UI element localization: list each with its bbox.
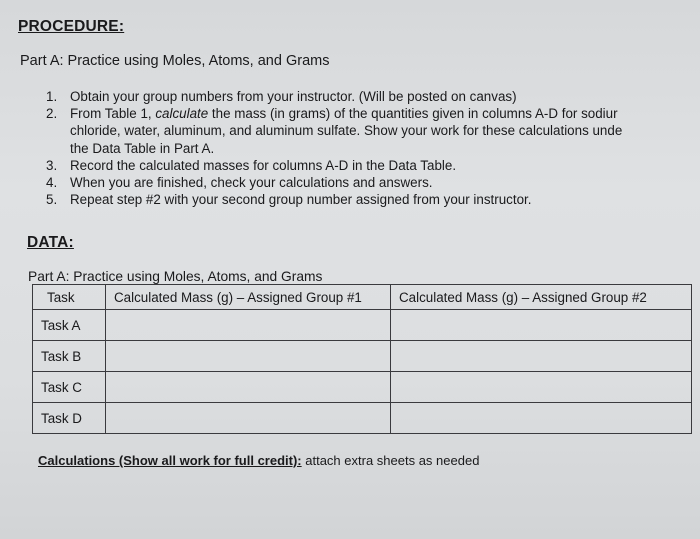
- procedure-heading: PROCEDURE:: [18, 18, 125, 35]
- calculations-note: attach extra sheets as needed: [301, 453, 480, 468]
- table-header-row: [33, 285, 692, 310]
- procedure-steps: [46, 88, 700, 208]
- step-item: [46, 157, 700, 174]
- step-number: 2.: [46, 106, 58, 122]
- group1-cell[interactable]: [106, 372, 391, 403]
- calculations-instruction: [38, 453, 479, 468]
- task-label: Task D: [33, 403, 106, 434]
- group1-cell[interactable]: [106, 341, 391, 372]
- step-item: [46, 174, 700, 191]
- group2-cell[interactable]: [391, 372, 692, 403]
- step-text: Record the calculated masses for columns A-D in the Data Table.: [70, 157, 457, 173]
- table-caption: Part A: Practice using Moles, Atoms, and Grams: [28, 269, 323, 284]
- step-text-post: the mass (in grams) of the quantities given in columns A-D for sodiur: [208, 106, 618, 122]
- data-heading: DATA:: [27, 234, 74, 251]
- table-row: [33, 310, 692, 341]
- table-row: [33, 403, 692, 434]
- step-text: Obtain your group numbers from your instructor. (Will be posted on canvas): [70, 89, 517, 104]
- step-text-emphasis: calculate: [155, 106, 209, 122]
- calculations-label: Calculations (Show all work for full credit):: [38, 453, 302, 468]
- task-label: Task A: [33, 310, 106, 341]
- group1-cell[interactable]: [106, 403, 391, 434]
- step-number: 3.: [46, 157, 58, 173]
- task-label: Task B: [33, 341, 106, 372]
- step-number: 5.: [46, 192, 58, 208]
- step-item: [46, 191, 700, 208]
- group2-cell[interactable]: [391, 403, 692, 434]
- data-table: [32, 284, 692, 434]
- step-text: [70, 106, 618, 121]
- table-row: [33, 372, 692, 403]
- step-text: Repeat step #2 with your second group number assigned from your instructor.: [70, 192, 532, 208]
- step-text: When you are finished, check your calculations and answers.: [70, 175, 433, 191]
- step-text-line2: chloride, water, aluminum, and aluminum sulfate. Show your work for these calculations unde: [70, 123, 623, 139]
- step-text-line3: the Data Table in Part A.: [70, 140, 215, 156]
- group2-cell[interactable]: [391, 310, 692, 341]
- group2-cell[interactable]: [391, 341, 692, 372]
- task-label: Task C: [33, 372, 106, 403]
- column-header-group1: Calculated Mass (g) – Assigned Group #1: [106, 285, 391, 310]
- column-header-group2: Calculated Mass (g) – Assigned Group #2: [391, 285, 692, 310]
- part-a-title: Part A: Practice using Moles, Atoms, and Grams: [20, 53, 330, 69]
- table-row: [33, 341, 692, 372]
- column-header-task: Task: [33, 285, 106, 310]
- step-text-pre: From Table 1,: [70, 106, 156, 122]
- step-item: [46, 88, 700, 105]
- group1-cell[interactable]: [106, 310, 391, 341]
- step-number: 1.: [46, 89, 58, 104]
- step-number: 4.: [46, 175, 58, 191]
- step-item: [46, 105, 700, 157]
